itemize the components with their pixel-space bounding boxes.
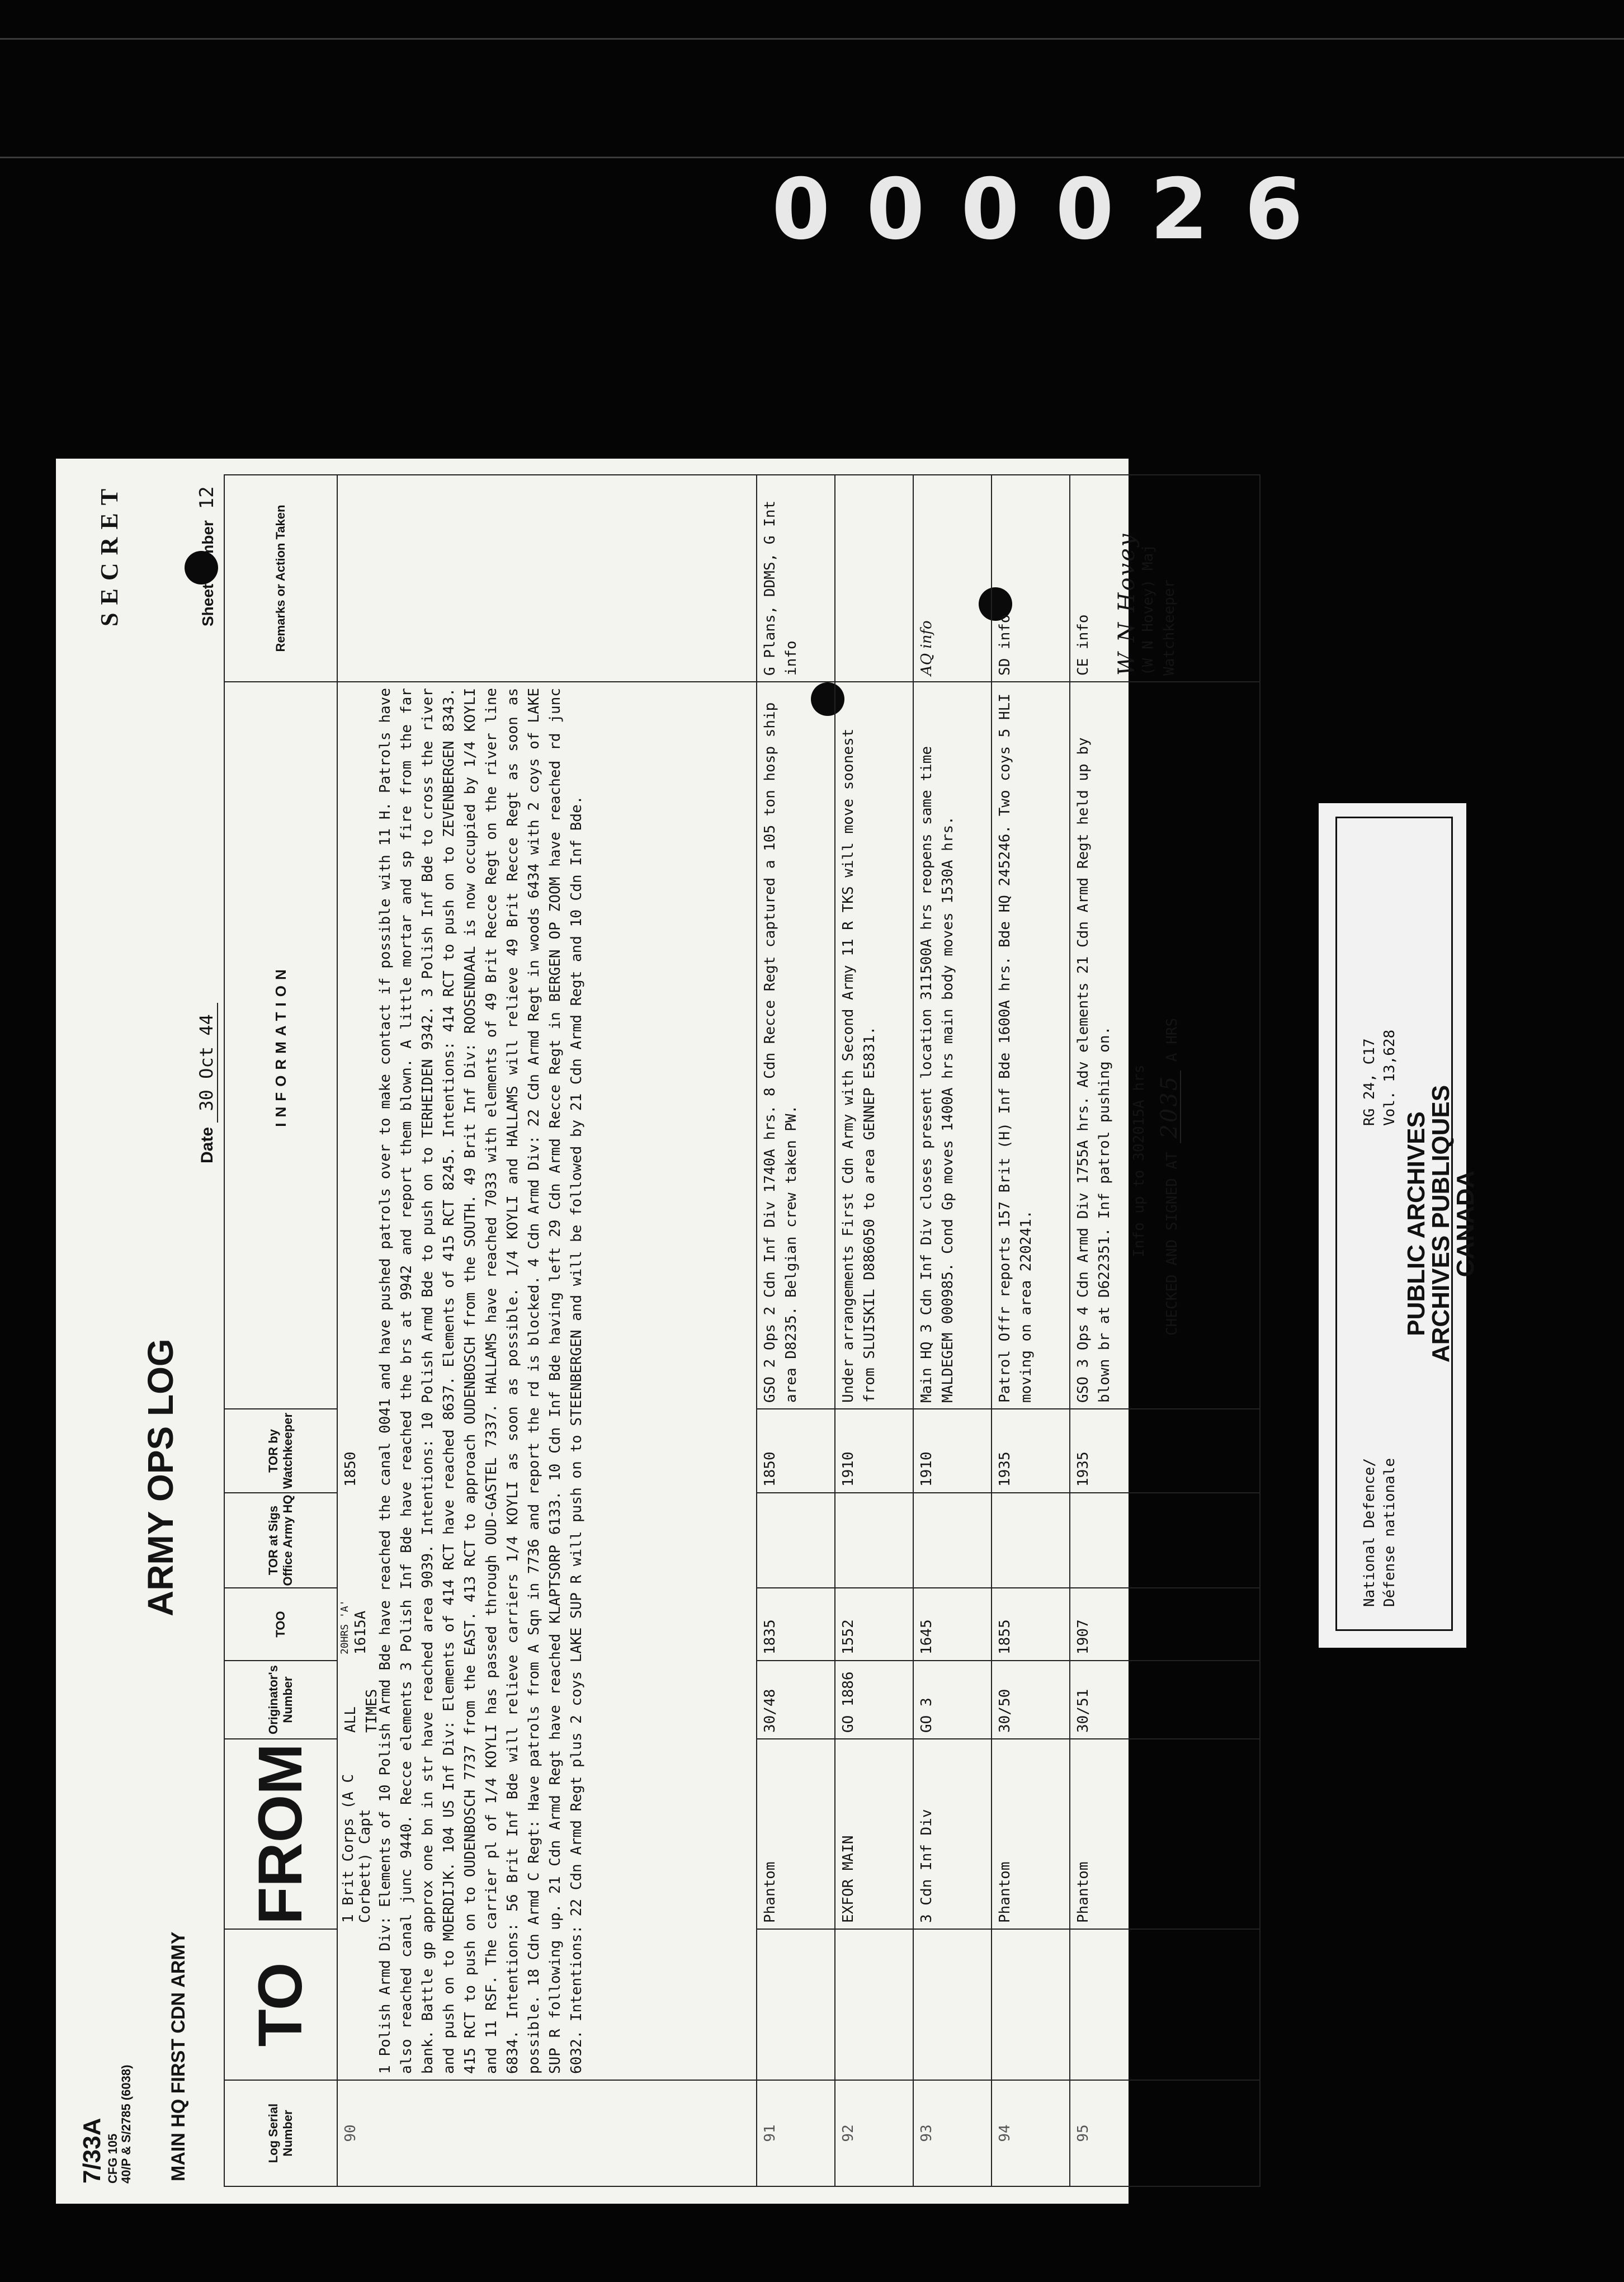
form-code-sub: CFG 105 <box>106 2133 120 2184</box>
tor-watchkeeper-cell: 1850 <box>342 1451 359 1487</box>
tor-sigs-cell <box>992 1493 1070 1588</box>
log-serial: 92 <box>835 2080 913 2186</box>
signer-role: Watchkeeper <box>1161 579 1178 676</box>
frame-digit: 0 <box>866 161 931 258</box>
too-cell: 1552 <box>835 1588 913 1661</box>
log-serial: 93 <box>913 2080 992 2186</box>
originator-number-cell: 30/51 <box>1070 1661 1260 1739</box>
to-cell <box>757 1929 835 2080</box>
too-cell <box>338 1587 371 1660</box>
army-ops-log-sheet <box>56 459 1182 2204</box>
from-cell: 1 Brit Corps (A C Corbett) Capt <box>340 1774 374 1923</box>
sheet-number-value: 12 <box>196 486 218 510</box>
headquarters-label: MAIN HQ FIRST CDN ARMY <box>168 1931 189 2181</box>
remarks-text: CE info <box>1075 614 1092 676</box>
table-row <box>1070 475 1260 2186</box>
too-cell: 1645 <box>913 1588 992 1661</box>
department-label <box>1359 1458 1400 1607</box>
entry-header-line <box>338 682 380 2080</box>
date-field <box>196 1003 217 1163</box>
from-cell: EXFOR MAIN <box>835 1739 913 1929</box>
archive-card-wrapper <box>1319 803 1479 1648</box>
page-title: ARMY OPS LOG <box>140 1338 181 1616</box>
log-serial: 90 <box>337 2080 757 2186</box>
column-header-serial: Log Serial Number <box>224 2080 337 2186</box>
public-archives-stamp <box>1404 818 1478 1629</box>
checked-signed-line <box>1156 688 1183 1403</box>
column-header-too: TOO <box>224 1588 337 1661</box>
too-value: 1615A <box>352 1610 369 1654</box>
table-row <box>992 475 1070 2186</box>
table-row <box>913 475 992 2186</box>
from-cell: Phantom <box>1070 1739 1260 1929</box>
department-fr: Défense nationale <box>1381 1458 1398 1607</box>
frame-digit: 0 <box>961 161 1025 258</box>
to-cell <box>1070 1929 1260 2080</box>
column-header-tor-sigs: TOR at Sigs Office Army HQ <box>224 1493 337 1588</box>
to-cell <box>992 1929 1070 2080</box>
frame-digit: 2 <box>1150 161 1214 258</box>
table-header-row <box>224 475 337 2186</box>
watchkeeper-signature: W N Hovey <box>1114 532 1140 676</box>
scan-line-top <box>0 38 1624 40</box>
column-header-tor-watchkeeper: TOR by Watchkeeper <box>224 1409 337 1493</box>
information-cell <box>1070 682 1260 1409</box>
record-group: RG 24, C17 <box>1361 1038 1378 1126</box>
table-row <box>835 475 913 2186</box>
tor-sigs-cell <box>835 1493 913 1588</box>
column-header-to: TO <box>224 1929 337 2080</box>
frame-digit: 0 <box>772 161 836 258</box>
archive-reference <box>1359 1030 1400 1126</box>
originator-number-cell: GO 3 <box>913 1661 992 1739</box>
originator-number-cell: ALL TIMES <box>342 1689 380 1733</box>
volume-number: Vol. 13,628 <box>1381 1029 1398 1126</box>
originator-number-cell: 30/48 <box>757 1661 835 1739</box>
punch-hole-top <box>185 551 218 584</box>
frame-digit: 6 <box>1244 161 1309 258</box>
column-header-information: INFORMATION <box>224 682 337 1409</box>
to-cell <box>835 1929 913 2080</box>
remarks-cell: SD info <box>992 475 1070 682</box>
from-cell: 3 Cdn Inf Div <box>913 1739 992 1929</box>
scan-line-second <box>0 157 1624 158</box>
information-cell: GSO 2 Ops 2 Cdn Inf Div 1740A hrs. 8 Cdn Recce Regt captured a 105 ton hosp ship area D8235. Belgian crew taken PW. <box>757 682 835 1409</box>
remarks-cell <box>337 475 757 682</box>
tor-sigs-cell <box>913 1493 992 1588</box>
tor-sigs-cell <box>338 1492 371 1587</box>
information-cell: Under arrangements First Cdn Army with Second Army 11 R TKS will move soonest from SLUISKIL D886050 to area GENNEP E5831. <box>835 682 913 1409</box>
too-note: 20HRS 'A' <box>339 1600 351 1654</box>
originator-number-cell: GO 1886 <box>835 1661 913 1739</box>
form-code-main: 7/33A <box>78 2118 106 2184</box>
remarks-cell: AQ info <box>913 475 992 682</box>
tor-watchkeeper-cell: 1935 <box>992 1409 1070 1493</box>
frame-digit: 0 <box>1055 161 1120 258</box>
table-row <box>337 475 757 2186</box>
security-classification: SECRET <box>96 480 123 626</box>
column-header-remarks: Remarks or Action Taken <box>224 475 337 682</box>
public-archives-en: PUBLIC ARCHIVES <box>1403 1111 1430 1336</box>
information-cell: Main HQ 3 Cdn Inf Div closes present location 311500A hrs reopens same time MALDEGEM 000985. Cond Gp moves 1400A hrs main body moves 1530A hrs. <box>913 682 992 1409</box>
too-cell: 1835 <box>757 1588 835 1661</box>
archive-reference-card <box>1319 803 1479 1648</box>
table-row <box>757 475 835 2186</box>
column-header-from: FROM <box>224 1739 337 1929</box>
log-serial: 95 <box>1070 2080 1260 2186</box>
checked-label: CHECKED AND SIGNED AT <box>1164 1152 1181 1336</box>
too-cell: 1855 <box>992 1588 1070 1661</box>
public-archives-country: CANADA <box>1452 1170 1479 1277</box>
from-cell: Phantom <box>757 1739 835 1929</box>
checked-suffix: A HRS <box>1164 1017 1181 1062</box>
tor-watchkeeper-cell: 1935 <box>1070 1409 1260 1493</box>
frame-number <box>772 161 1309 258</box>
date-value: 30 Oct 44 <box>196 1003 218 1122</box>
originator-number-cell: 30/50 <box>992 1661 1070 1739</box>
entry-body <box>337 682 757 2080</box>
info-up-to: Info up to 302015A hrs <box>1131 1064 1148 1257</box>
checked-time: 2035 <box>1159 1071 1181 1143</box>
information-text: GSO 3 Ops 4 Cdn Armd Div 1755A hrs. Adv elements 21 Cdn Armd Regt held up by blown br at D622351. Inf patrol pushing on. <box>1075 737 1113 1403</box>
to-cell <box>913 1929 992 2080</box>
tor-watchkeeper-cell: 1850 <box>757 1409 835 1493</box>
form-code <box>78 2065 133 2184</box>
information-cell: Patrol Offr reports 157 Brit (H) Inf Bde 1600A hrs. Bde HQ 245246. Two coys 5 HLI moving on area 220241. <box>992 682 1070 1409</box>
tor-sigs-cell <box>757 1493 835 1588</box>
column-header-originator-number: Originator's Number <box>224 1661 337 1739</box>
remarks-cell: G Plans, DDMS, G Int info <box>757 475 835 682</box>
remarks-cell <box>1070 475 1260 682</box>
tor-sigs-cell <box>1070 1493 1260 1588</box>
log-serial: 94 <box>992 2080 1070 2186</box>
log-sheet-wrapper <box>56 459 1182 2204</box>
archive-card-border <box>1335 817 1479 1631</box>
log-serial: 91 <box>757 2080 835 2186</box>
form-code-sub: 40/P & S/2785 (6038) <box>119 2064 133 2184</box>
information-text: 1 Polish Armd Div: Elements of 10 Polish Armd Bde have reached the canal 0041 and have pushed patrols over to make contact if possible with 11 H. Patrols have also reached canal junc 9440. Recce elements 3 Polish Inf Bde have reached the brs at 9942 and report them blown. A little mortar and sp fire from the far bank. Battle gp approx one bn in str have reached area 9039. Intentions: 10 Polish Armd Bde to push on to TERHEIDEN 9342. 3 Polish Inf Bde to cross the river and push on to MOERDIJK. 104 US Inf Div: Elements of 414 RCT have reached 8637. Elements of 415 RCT 8245. Intentions: 414 RCT to push on to ZEVENBERGEN 8343. 415 RCT to push on to OUDENBOSCH 7737 from the EAST. 413 RCT to approach OUDENBOSCH from the SOUTH. 49 Brit Inf Div: ROOSENDAAL is now occupied by 1/4 KOYLI and 11 RSF. The carrier pl of 1/4 KOYLI has passed through OUD-GASTEL 7337. HALLAMS have reached 7033 with elements of 49 Brit Recce Regt on the river line 6834. Intentions: 56 Brit Inf Bde will relieve carriers 1/4 KOYLI as soon as possible. 1/4 KOYLI and HALLAMS will relieve 49 Brit Recce Regt as soon as possible. 18 Cdn Armd C Regt: Have patrols from A Sqn in 7736 and report the rd is blocked. 4 Cdn Armd Div: 22 Cdn Armd Regt in woods 6434 with 2 coys of LAKE SUP R following up. 21 Cdn Armd Regt have reached KLAPTSORP 6133. 10 Cdn Inf Bde having left 29 Cdn Armd Recce Regt in BERGEN OP ZOOM have reached rd junc 6032. Intentions: 22 Cdn Armd Regt plus 2 coys LAKE SUP R will push on to STEENBERGEN and will be followed by 21 Cdn Armd Regt and 10 Cdn Inf Bde. <box>377 688 585 2074</box>
signer-name: (W N Hovey) Maj <box>1140 544 1156 676</box>
from-cell: Phantom <box>992 1739 1070 1929</box>
log-table <box>224 474 1261 2187</box>
remarks-cell <box>835 475 913 682</box>
tor-watchkeeper-cell: 1910 <box>835 1409 913 1493</box>
date-label: Date <box>198 1126 216 1163</box>
tor-watchkeeper-cell: 1910 <box>913 1409 992 1493</box>
to-cell <box>338 1929 371 2080</box>
public-archives-fr: ARCHIVES PUBLIQUES <box>1427 1085 1455 1363</box>
too-cell: 1907 <box>1070 1588 1260 1661</box>
department-en: National Defence/ <box>1361 1458 1378 1607</box>
